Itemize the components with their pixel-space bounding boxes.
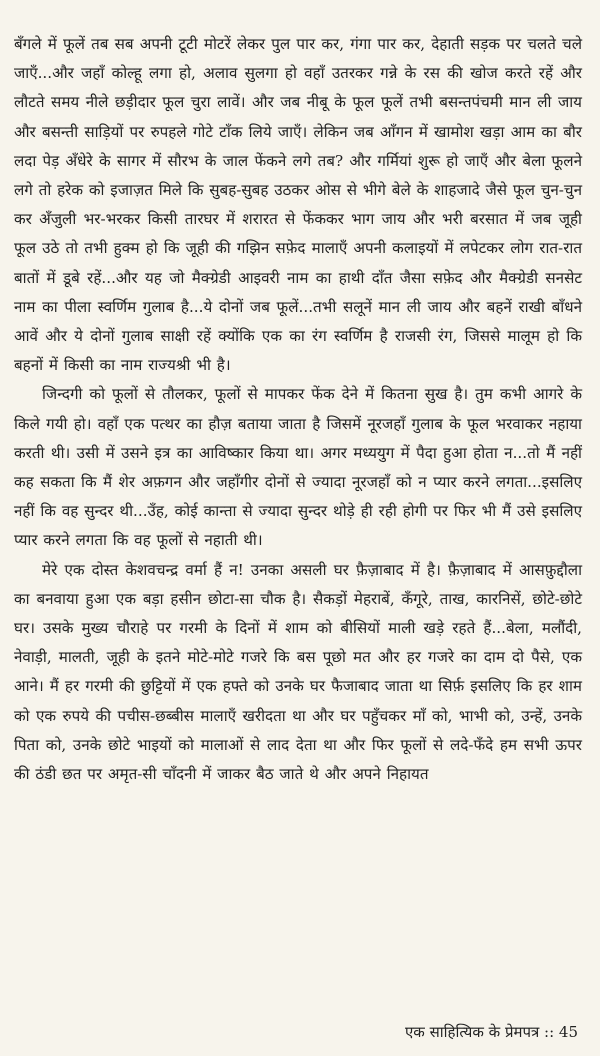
page-footer: एक साहित्यिक के प्रेमपत्र :: 45 — [404, 1023, 578, 1041]
paragraph-2: जिन्दगी को फूलों से तौलकर, फूलों से मापकर फेंक देने में कितना सुख है। तुम कभी आगरे के किले गयी हो। वहाँ एक पत्थर का हौज़ बताया जाता है जिसमें नूरजहाँ गुलाब के फूल भरवाकर नहाया करती थी। उसी में उसने इत्र का आविष्कार किया था। अगर मध्ययुग में पैदा हुआ होता न...तो मैं नहीं कह सकता कि मैं शेर अफ़गन और जहाँगीर दोनों से ज्यादा नूरजहाँ को न प्यार करने लगता...इसलिए नहीं कि वह सुन्दर थी...उँह, कोई कान्ता से ज्यादा सुन्दर थोड़े ही रही होगी पर फिर भी मैं उसे इसलिए प्यार करने लगता कि वह फूलों से नहाती थी। — [14, 385, 582, 550]
paragraph-3: मेरे एक दोस्त केशवचन्द्र वर्मा हैं न! उनका असली घर फ़ैज़ाबाद में है। फ़ैज़ाबाद में आसफ़ुद्दौला का बनवाया हुआ एक बड़ा हसीन छोटा-सा चौक है। सैकड़ों मेहराबें, कँगूरे, ताख, कारनिसें, छोटे-छोटे घर। उसके मुख्य चौराहे पर गरमी के दिनों में शाम को बीसियों माली खड़े रहते हैं...बेला, मलौंदी, नेवाड़ी, मालती, जूही के इतने मोटे-मोटे गजरे कि बस पूछो मत और हर गजरे का दाम दो पैसे, एक आने। मैं हर गरमी की छुट्टियों में एक हफ्ते को उनके घर फैजाबाद जाता था सिर्फ़ इसलिए कि हर शाम को एक रुपये की पचीस-छब्बीस मालाएँ खरीदता था और घर पहुँचकर माँ को, भाभी को, उन्हें, उनके पिता को, उनके छोटे भाइयों को मालाओं से लाद देता था और फिर फूलों से लदे-फँदे हम सभी ऊपर की ठंडी छत पर अमृत-सी चाँदनी में जाकर बैठ जाते थे और अपने निहायत — [14, 560, 582, 784]
paragraph-1: बँगले में फूलें तब सब अपनी टूटी मोटरें लेकर पुल पार कर, गंगा पार कर, देहाती सड़क पर चलते चले जाएँ...और जहाँ कोल्हू लगा हो, अलाव सुलगा हो वहाँ उतरकर गन्ने के रस की खोज करते रहें और लौटते समय नीले छड़ीदार फूल चुरा लावें। और जब नीबू के फूल फूलें तभी बसन्तपंचमी मान ली जाय और बसन्ती साड़ियों पर रुपहले गोटे टाँक लिये जाएँ। लेकिन जब आँगन में खामोश खड़ा आम का बौर लदा पेड़ अँधेरे के सागर में सौरभ के जाल फेंकने लगे तब? और गर्मियां शुरू हो जाएँ और बेला फूलने लगे तो हरेक को इजाज़त मिले कि सुबह-सुबह उठकर ओस से भीगे बेले के शाहजादे जैसे फूल चुन-चुन कर अँजुली भर-भरकर किसी तारघर में शरारत से फेंककर भाग जाय और भरी बरसात में जब जूही फूल उठे तो तभी हुक्म हो कि जूही की गझिन सफ़ेद मालाएँ अपनी कलाइयों में लपेटकर लोग रात-रात बातों में डूबे रहें...और यह जो मैक्ग्रेडी आइवरी नाम का हाथी दाँत जैसा सफ़ेद और मैक्ग्रेडी सनसेट नाम का पीला स्वर्णिम गुलाब है...ये दोनों जब फूलें...तभी सलूनें मान ली जाय और बहनें राखी बाँधने आवें और ये दोनों गुलाब साक्षी रहें क्योंकि एक का रंग स्वर्णिम है राजसी रंग, जिससे मालूम हो कि बहनों में किसी का नाम राज्यश्री भी है। — [14, 35, 582, 375]
